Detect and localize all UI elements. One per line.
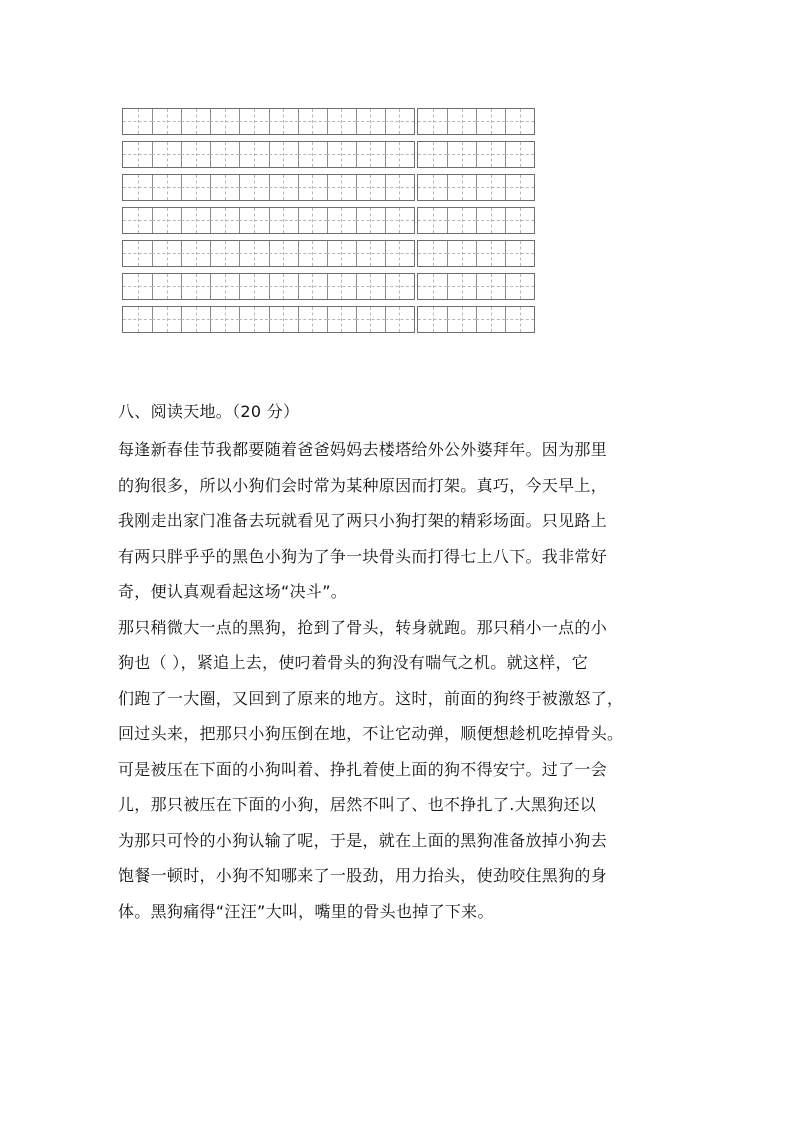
grid-cell-guide xyxy=(181,121,210,122)
grid-block xyxy=(122,273,415,300)
grid-cell-guide xyxy=(385,286,414,287)
passage-line: 可是被压在下面的小狗叫着、挣扎着使上面的狗不得安宁。过了一会 xyxy=(118,759,608,779)
reading-passage xyxy=(118,432,688,929)
grid-cell-guide xyxy=(476,319,505,320)
grid-cell-guide xyxy=(447,154,476,155)
grid-block xyxy=(417,207,535,234)
grid-cell-guide xyxy=(239,253,268,254)
grid-cell-guide xyxy=(356,154,385,155)
grid-cell-guide xyxy=(476,286,505,287)
grid-cell-guide xyxy=(210,154,239,155)
writing-grid xyxy=(122,108,549,334)
grid-cell-guide xyxy=(298,187,327,188)
grid-block xyxy=(417,108,535,135)
grid-cell-guide xyxy=(152,220,181,221)
grid-cell-guide xyxy=(356,286,385,287)
grid-cell-guide xyxy=(123,187,152,188)
grid-cell-guide xyxy=(152,286,181,287)
grid-cell-guide xyxy=(356,121,385,122)
grid-cell-guide xyxy=(239,319,268,320)
grid-cell-guide xyxy=(418,286,447,287)
grid-cell-guide xyxy=(152,319,181,320)
passage-line: 儿，那只被压在下面的小狗，居然不叫了、也不挣扎了.大黑狗还以 xyxy=(118,795,597,814)
grid-cell-guide xyxy=(239,121,268,122)
grid-cell-guide xyxy=(505,121,534,122)
grid-cell-guide xyxy=(210,286,239,287)
grid-cell-guide xyxy=(152,253,181,254)
grid-cell-guide xyxy=(152,154,181,155)
grid-cell-guide xyxy=(505,220,534,221)
grid-cell-guide xyxy=(123,220,152,221)
grid-row xyxy=(122,207,549,234)
section-heading: 八、阅读天地。（20 分） xyxy=(118,402,300,421)
grid-cell-guide xyxy=(356,319,385,320)
grid-cell-guide xyxy=(418,154,447,155)
grid-cell-guide xyxy=(123,253,152,254)
grid-cell-guide xyxy=(239,187,268,188)
grid-cell-guide xyxy=(327,286,356,287)
grid-cell-guide xyxy=(476,220,505,221)
grid-cell-guide xyxy=(210,319,239,320)
grid-cell-guide xyxy=(210,253,239,254)
grid-row xyxy=(122,240,549,267)
grid-cell-guide xyxy=(327,319,356,320)
passage-line: 每逢新春佳节我都要随着爸爸妈妈去楼塔给外公外婆拜年。因为那里 xyxy=(118,440,608,459)
grid-block xyxy=(122,207,415,234)
grid-cell-guide xyxy=(210,187,239,188)
grid-block xyxy=(417,174,535,201)
grid-cell-guide xyxy=(269,286,298,287)
passage-line: 为那只可怜的小狗认输了呢，于是，就在上面的黑狗准备放掉小狗去 xyxy=(118,830,608,850)
grid-cell-guide xyxy=(181,319,210,320)
grid-row xyxy=(122,174,549,201)
grid-cell-guide xyxy=(505,154,534,155)
grid-cell-guide xyxy=(476,121,505,122)
grid-cell-guide xyxy=(269,319,298,320)
grid-block xyxy=(122,174,415,201)
grid-cell-guide xyxy=(269,253,298,254)
grid-block xyxy=(122,240,415,267)
grid-cell-guide xyxy=(327,121,356,122)
grid-cell-guide xyxy=(152,121,181,122)
passage-line: 饱餐一顿时，小狗不知哪来了一股劲，用力抬头，使劲咬住黑狗的身 xyxy=(118,866,608,885)
grid-cell-guide xyxy=(356,187,385,188)
grid-row xyxy=(122,141,549,168)
grid-cell-guide xyxy=(123,154,152,155)
passage-line: 奇，便认真观看起这场“决斗”。 xyxy=(118,582,348,601)
grid-cell-guide xyxy=(356,220,385,221)
grid-cell-guide xyxy=(418,220,447,221)
grid-row xyxy=(122,273,549,300)
grid-cell-guide xyxy=(385,121,414,122)
passage-line: 我刚走出家门准备去玩就看见了两只小狗打架的精彩场面。只见路上 xyxy=(118,511,608,530)
grid-cell-guide xyxy=(385,253,414,254)
grid-block xyxy=(417,273,535,300)
grid-cell-guide xyxy=(210,220,239,221)
grid-cell-guide xyxy=(298,154,327,155)
grid-block xyxy=(122,108,415,135)
grid-cell-guide xyxy=(239,154,268,155)
grid-row xyxy=(122,306,549,333)
grid-cell-guide xyxy=(239,286,268,287)
grid-cell-guide xyxy=(327,220,356,221)
passage-line: 有两只胖乎乎的黑色小狗为了争一块骨头而打得七上八下。我非常好 xyxy=(118,546,608,566)
grid-cell-guide xyxy=(327,253,356,254)
grid-cell-guide xyxy=(181,154,210,155)
grid-cell-guide xyxy=(476,253,505,254)
grid-block xyxy=(417,141,535,168)
grid-cell-guide xyxy=(298,319,327,320)
grid-block xyxy=(122,141,415,168)
grid-cell-guide xyxy=(418,319,447,320)
grid-cell-guide xyxy=(269,121,298,122)
grid-cell-guide xyxy=(123,286,152,287)
grid-cell-guide xyxy=(239,220,268,221)
grid-cell-guide xyxy=(181,253,210,254)
grid-cell-guide xyxy=(269,154,298,155)
grid-cell-guide xyxy=(505,253,534,254)
grid-cell-guide xyxy=(181,187,210,188)
passage-line: 狗也（ ），紧追上去，使叼着骨头的狗没有喘气之机。就这样，它 xyxy=(118,653,589,672)
grid-block xyxy=(417,306,535,333)
grid-cell-guide xyxy=(418,121,447,122)
grid-cell-guide xyxy=(476,187,505,188)
grid-cell-guide xyxy=(447,121,476,122)
grid-cell-guide xyxy=(385,187,414,188)
grid-cell-guide xyxy=(385,220,414,221)
passage-line: 那只稍微大一点的黑狗，抢到了骨头，转身就跑。那只稍小一点的小 xyxy=(118,617,608,637)
grid-row xyxy=(122,108,549,135)
grid-cell-guide xyxy=(327,187,356,188)
grid-cell-guide xyxy=(505,319,534,320)
passage-line: 回过头来，把那只小狗压倒在地，不让它动弹，顺便想趁机吃掉骨头。 xyxy=(118,724,624,743)
grid-block xyxy=(122,306,415,333)
grid-cell-guide xyxy=(447,187,476,188)
grid-cell-guide xyxy=(505,286,534,287)
grid-cell-guide xyxy=(152,187,181,188)
grid-cell-guide xyxy=(418,253,447,254)
grid-cell-guide xyxy=(447,286,476,287)
grid-cell-guide xyxy=(385,154,414,155)
grid-cell-guide xyxy=(356,253,385,254)
grid-cell-guide xyxy=(447,319,476,320)
grid-cell-guide xyxy=(123,319,152,320)
grid-cell-guide xyxy=(269,220,298,221)
grid-cell-guide xyxy=(269,187,298,188)
passage-line: 们跑了一大圈，又回到了原来的地方。这时，前面的狗终于被激怒了， xyxy=(118,688,624,708)
grid-cell-guide xyxy=(298,253,327,254)
passage-line: 体。黑狗痛得“汪汪”大叫，嘴里的骨头也掉了下来。 xyxy=(118,901,494,921)
grid-cell-guide xyxy=(447,220,476,221)
grid-cell-guide xyxy=(298,121,327,122)
grid-block xyxy=(417,240,535,267)
grid-cell-guide xyxy=(210,121,239,122)
grid-cell-guide xyxy=(418,187,447,188)
grid-cell-guide xyxy=(447,253,476,254)
grid-cell-guide xyxy=(327,154,356,155)
passage-line: 的狗很多，所以小狗们会时常为某种原因而打架。真巧，今天早上， xyxy=(118,475,608,495)
grid-cell-guide xyxy=(123,121,152,122)
grid-cell-guide xyxy=(181,220,210,221)
grid-cell-guide xyxy=(298,220,327,221)
grid-cell-guide xyxy=(505,187,534,188)
grid-cell-guide xyxy=(476,154,505,155)
grid-cell-guide xyxy=(181,286,210,287)
grid-cell-guide xyxy=(385,319,414,320)
grid-cell-guide xyxy=(298,286,327,287)
